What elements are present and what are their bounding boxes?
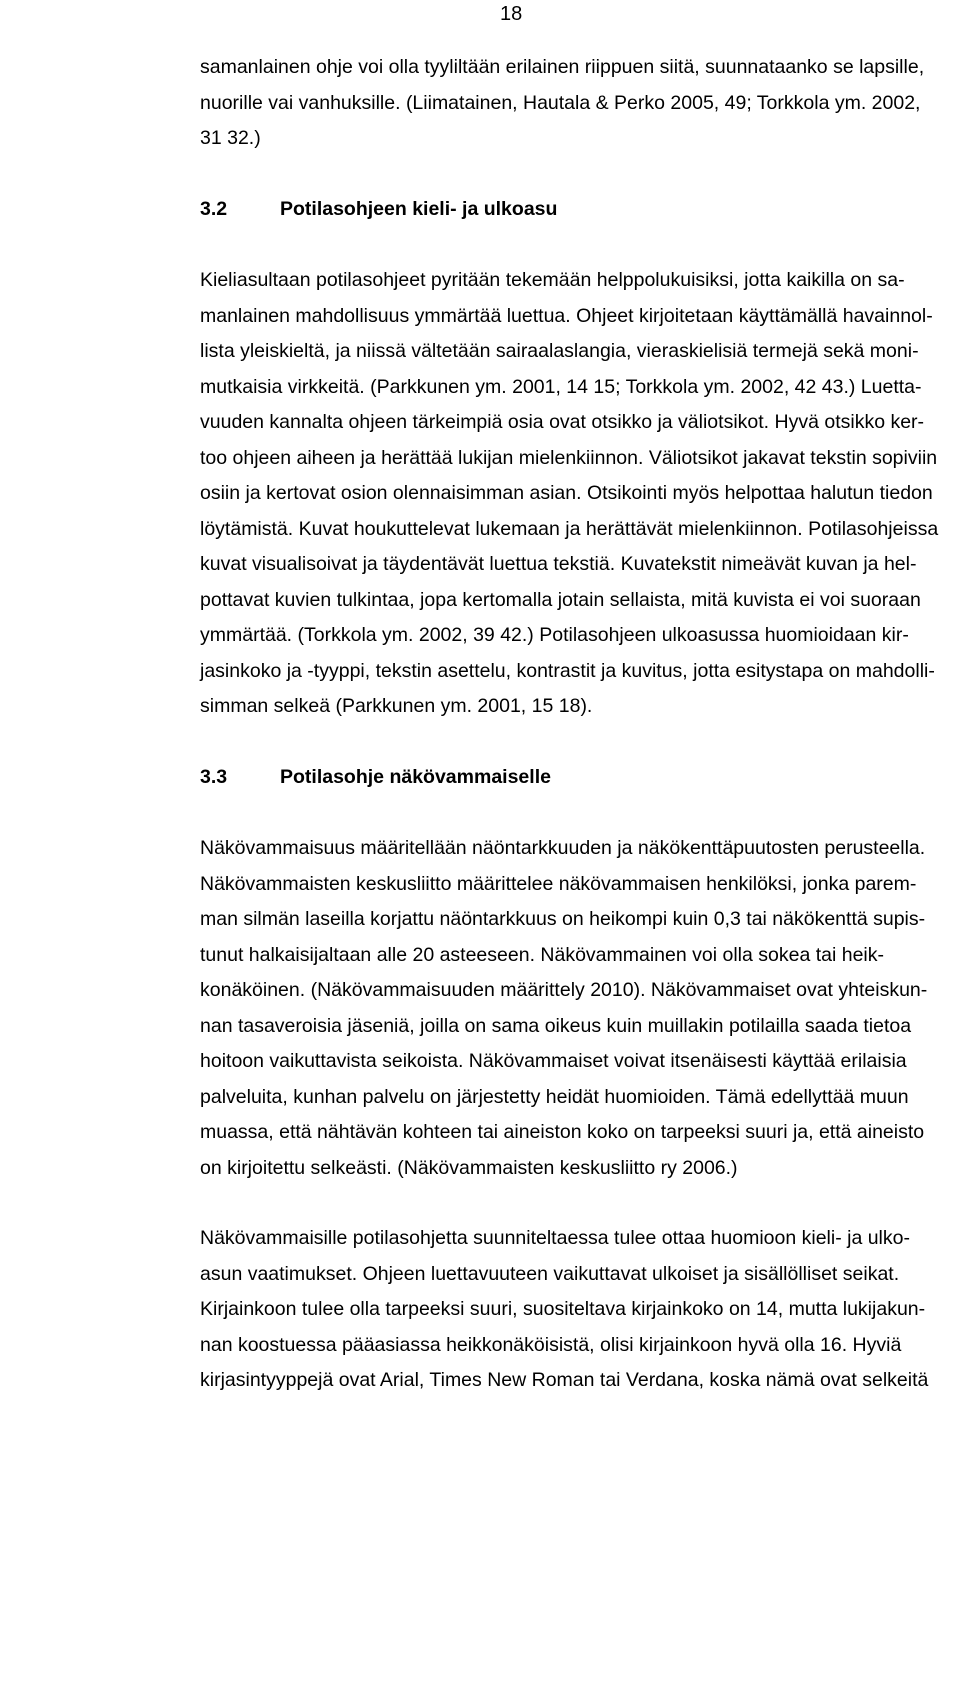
- section-number: 3.3: [200, 765, 228, 788]
- section-title: Potilasohje näkövammaiselle: [280, 765, 551, 788]
- text-line: nan koostuessa pääasiassa heikkonäköisistä, olisi kirjainkoon hyvä olla 16. Hyviä: [200, 1333, 902, 1356]
- text-line: vuuden kannalta ohjeen tärkeimpiä osia ovat otsikko ja väliotsikot. Hyvä otsikko ker-: [200, 411, 925, 433]
- paragraph-guide-design: [200, 1221, 929, 1399]
- text-line: Kieliasultaan potilasohjeet pyritään tekemään helppolukuisiksi, jotta kaikilla on sa-: [200, 269, 905, 291]
- text-line: kirjasintyyppejä ovat Arial, Times New Roman tai Verdana, koska nämä ovat selkeitä: [200, 1369, 929, 1391]
- text-line: konäköinen. (Näkövammaisuuden määrittely 2010). Näkövammaiset ovat yhteiskun-: [200, 979, 928, 1001]
- text-line: too ohjeen aiheen ja herättää lukijan mielenkiinnon. Väliotsikot jakavat tekstin sopiviin: [200, 446, 938, 469]
- paragraph-language-layout: [200, 263, 939, 725]
- text-line: manlainen mahdollisuus ymmärtää luettua. Ohjeet kirjoitetaan käyttämällä havainnol-: [200, 304, 933, 327]
- text-line: on kirjoitettu selkeästi. (Näkövammaisten keskusliitto ry 2006.): [200, 1156, 738, 1179]
- section-number: 3.2: [200, 197, 228, 220]
- document-body: [200, 50, 939, 1399]
- paragraph-intro: [200, 50, 925, 157]
- text-line: osiin ja kertovat osion olennaisimman asian. Otsikointi myös helpottaa halutun tiedon: [200, 482, 933, 504]
- text-line: man silmän laseilla korjattu näöntarkkuus on heikompi kuin 0,3 tai näkökenttä supis-: [200, 908, 926, 930]
- text-line: Kirjainkoon tulee olla tarpeeksi suuri, suositeltava kirjainkoko on 14, mutta lukijakun-: [200, 1298, 926, 1320]
- text-line: ymmärtää. (Torkkola ym. 2002, 39 42.) Potilasohjeen ulkoasussa huomioidaan kir-: [200, 624, 909, 646]
- section-heading-3-2: [200, 192, 882, 228]
- text-line: tunut halkaisijaltaan alle 20 asteeseen. Näkövammainen voi olla sokea tai heik-: [200, 943, 884, 966]
- text-line: jasinkoko ja -tyyppi, tekstin asettelu, kontrastit ja kuvitus, jotta esitystapa on mahdolli-: [200, 659, 935, 682]
- text-line: hoitoon vaikuttavista seikoista. Näkövammaiset voivat itsenäisesti käyttää erilaisia: [200, 1050, 907, 1072]
- text-line: muassa, että nähtävän kohteen tai aineiston koko on tarpeeksi suuri ja, että aineisto: [200, 1121, 925, 1143]
- text-line: palveluita, kunhan palvelu on järjestetty heidät huomioiden. Tämä edellyttää muun: [200, 1085, 909, 1108]
- text-line: nan tasaveroisia jäseniä, joilla on sama oikeus kuin muillakin potilailla saada tietoa: [200, 1014, 912, 1037]
- text-line: samanlainen ohje voi olla tyyliltään erilainen riippuen siitä, suunnataanko se lapsille,: [200, 56, 925, 78]
- text-line: lista yleiskieltä, ja niissä vältetään sairaalaslangia, vieraskielisiä termejä sekä moni-: [200, 340, 919, 362]
- text-line: nuorille vai vanhuksille. (Liimatainen, Hautala & Perko 2005, 49; Torkkola ym. 2002,: [200, 91, 921, 114]
- page-number: 18: [500, 3, 523, 25]
- text-line: pottavat kuvien tulkintaa, jopa kertomalla jotain sellaista, mitä kuvista ei voi suoraan: [200, 588, 921, 611]
- text-line: Näkövammaisille potilasohjetta suunniteltaessa tulee ottaa huomioon kieli- ja ulko-: [200, 1227, 910, 1249]
- text-line: 31 32.): [200, 127, 261, 149]
- text-line: löytämistä. Kuvat houkuttelevat lukemaan ja herättävät mielenkiinnon. Potilasohjeissa: [200, 517, 939, 540]
- text-line: kuvat visualisoivat ja täydentävät luettua tekstiä. Kuvatekstit nimeävät kuvan ja hel-: [200, 553, 917, 575]
- section-heading-3-3: [200, 760, 882, 796]
- text-line: Näkövammaisten keskusliitto määrittelee näkövammaisen henkilöksi, jonka parem-: [200, 872, 917, 895]
- section-title: Potilasohjeen kieli- ja ulkoasu: [280, 197, 558, 220]
- text-line: simman selkeä (Parkkunen ym. 2001, 15 18).: [200, 695, 593, 717]
- text-line: asun vaatimukset. Ohjeen luettavuuteen vaikuttavat ulkoiset ja sisällölliset seikat.: [200, 1262, 900, 1285]
- paragraph-visual-impairment: [200, 831, 928, 1186]
- text-line: mutkaisia virkkeitä. (Parkkunen ym. 2001, 14 15; Torkkola ym. 2002, 42 43.) Luetta-: [200, 375, 922, 398]
- text-line: Näkövammaisuus määritellään näöntarkkuuden ja näkökenttäpuutosten perusteella.: [200, 837, 926, 859]
